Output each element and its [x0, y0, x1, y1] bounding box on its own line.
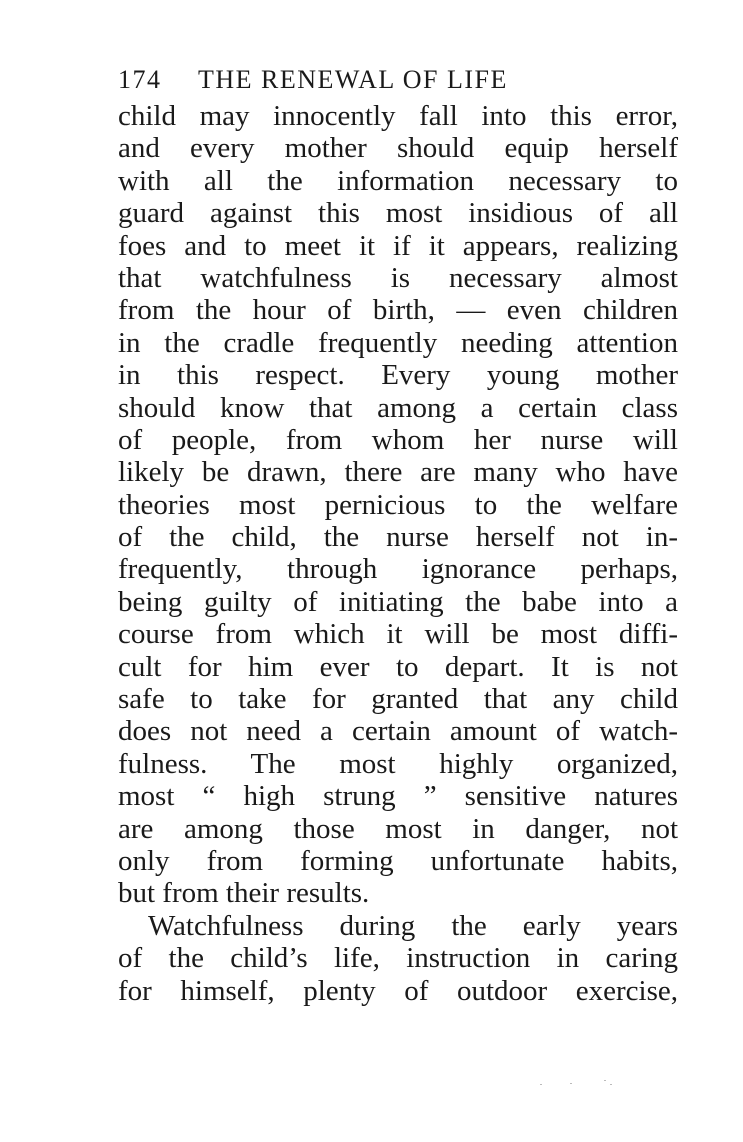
- text-line: being guilty of initiating the babe into a: [118, 585, 678, 618]
- text-line: theories most pernicious to the welfare: [118, 488, 678, 521]
- text-line: of people, from whom her nurse will: [118, 423, 678, 456]
- text-line: frequently, through ignorance perhaps,: [118, 553, 678, 586]
- text-line: of the child’s life, instruction in caring: [118, 942, 678, 975]
- text-line: are among those most in danger, not: [118, 812, 678, 845]
- text-line: guard against this most insidious of all: [118, 197, 678, 230]
- text-line: but from their results.: [118, 877, 370, 910]
- scan-speck: [570, 1083, 572, 1084]
- text-line: in this respect. Every young mother: [118, 359, 678, 392]
- text-line: of the child, the nurse herself not in-: [118, 521, 678, 554]
- text-line: child may innocently fall into this error,: [118, 100, 678, 132]
- scan-speck: [610, 1084, 612, 1085]
- text-line: cult for him ever to depart. It is not: [118, 650, 678, 683]
- scan-specks: [540, 1080, 620, 1090]
- text-line: does not need a certain amount of watch-: [118, 715, 678, 748]
- text-line: fulness. The most highly organized,: [118, 747, 678, 780]
- text-line: should know that among a certain class: [118, 391, 678, 424]
- text-line: that watchfulness is necessary almost: [118, 261, 678, 294]
- book-page: [118, 60, 678, 1007]
- page-number: 174: [118, 65, 162, 94]
- text-line: for himself, plenty of outdoor exercise,: [118, 974, 678, 1007]
- scan-speck: [540, 1084, 542, 1085]
- text-line: likely be drawn, there are many who have: [118, 456, 678, 489]
- text-line: foes and to meet it if it appears, realizing: [118, 229, 678, 262]
- body-text: [118, 100, 678, 1007]
- text-line: safe to take for granted that any child: [118, 683, 678, 716]
- text-line: and every mother should equip herself: [118, 132, 678, 165]
- scan-speck: [604, 1080, 606, 1081]
- text-line: Watchfulness during the early years: [148, 909, 678, 942]
- text-line: in the cradle frequently needing attention: [118, 326, 678, 359]
- text-line: course from which it will be most diffi-: [118, 618, 678, 651]
- book-title: THE RENEWAL OF LIFE: [198, 65, 508, 94]
- text-line: most “ high strung ” sensitive natures: [118, 780, 678, 813]
- paragraph-2: [118, 910, 678, 1007]
- text-line: with all the information necessary to: [118, 164, 678, 197]
- paragraph-1: [118, 100, 678, 910]
- running-head: [118, 60, 678, 100]
- text-line: only from forming unfortunate habits,: [118, 844, 678, 877]
- text-line: from the hour of birth, — even children: [118, 294, 678, 327]
